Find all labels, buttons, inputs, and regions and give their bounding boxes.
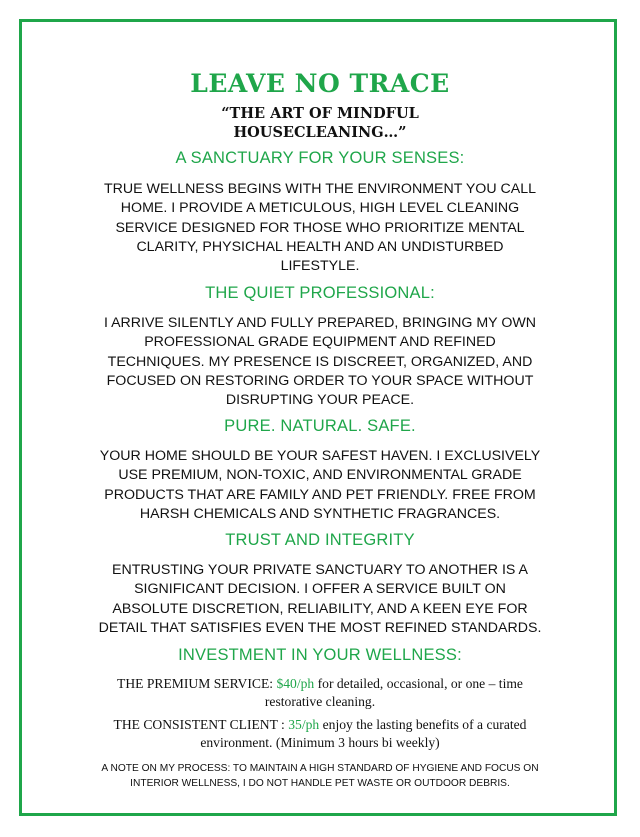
- premium-desc-cont: restorative cleaning.: [264, 694, 376, 709]
- body-line: USE PREMIUM, NON-TOXIC, AND ENVIRONMENTAL GRADE: [118, 467, 522, 484]
- body-line: ABSOLUTE DISCRETION, RELIABILITY, AND A KEEN EYE FOR: [112, 600, 528, 617]
- consistent-line: [60, 716, 580, 734]
- consistent-label: THE CONSISTENT CLIENT :: [113, 717, 285, 732]
- premium-service-price: [60, 675, 580, 711]
- body-line: ENTRUSTING YOUR PRIVATE SANCTUARY TO ANOTHER IS A: [112, 562, 528, 578]
- body-line: CLARITY, PHYSICHAL HEALTH AND AN UNDISTURBED: [136, 238, 504, 255]
- section-heading-pure-natural-safe: PURE. NATURAL. SAFE.: [224, 417, 416, 435]
- body-line: PRODUCTS THAT ARE FAMILY AND PET FRIENDLY. FREE FROM: [104, 486, 536, 503]
- subtitle-line: HOUSECLEANING…”: [233, 124, 407, 141]
- page-subtitle: [0, 104, 640, 142]
- section-body-pure-natural-safe: [60, 447, 580, 524]
- section-heading-quiet-professional: THE QUIET PROFESSIONAL:: [205, 284, 435, 302]
- process-note: [60, 761, 580, 791]
- body-line: PROFESSIONAL GRADE EQUIPMENT AND REFINED: [144, 334, 496, 351]
- body-line: DETAIL THAT SATISFIES EVEN THE MOST REFINED STANDARDS.: [98, 619, 542, 636]
- note-line: INTERIOR WELLNESS, I DO NOT HANDLE PET WASTE OR OUTDOOR DEBRIS.: [130, 778, 510, 789]
- body-line: TECHNIQUES. MY PRESENCE IS DISCREET, ORGANIZED, AND: [107, 353, 533, 370]
- body-line: HOME. I PROVIDE A METICULOUS, HIGH LEVEL CLEANING: [120, 200, 520, 217]
- body-line: SERVICE DESIGNED FOR THOSE WHO PRIORITIZE MENTAL: [115, 219, 525, 236]
- consistent-desc-cont: environment. (Minimum 3 hours bi weekly): [200, 735, 440, 750]
- section-body-trust-integrity: [60, 561, 580, 638]
- section-body-sanctuary: [60, 180, 580, 276]
- body-line: HARSH CHEMICALS AND SYNTHETIC FRAGRANCES.: [139, 505, 501, 522]
- body-line: FOCUSED ON RESTORING ORDER TO YOUR SPACE WITHOUT: [106, 372, 534, 389]
- body-line: SIGNIFICANT DECISION. I OFFER A SERVICE BUILT ON: [134, 581, 506, 598]
- body-line: LIFESTYLE.: [280, 258, 360, 275]
- section-heading-investment: INVESTMENT IN YOUR WELLNESS:: [178, 646, 462, 664]
- body-line: TRUE WELLNESS BEGINS WITH THE ENVIRONMENT YOU CALL: [103, 181, 536, 197]
- section-heading-sanctuary: A SANCTUARY FOR YOUR SENSES:: [175, 149, 465, 167]
- consistent-rate: 35/ph: [288, 717, 320, 732]
- section-heading-trust-integrity: TRUST AND INTEGRITY: [225, 531, 415, 549]
- premium-label: THE PREMIUM SERVICE:: [117, 676, 274, 691]
- premium-line: [60, 675, 580, 693]
- premium-desc: for detailed, occasional, or one – time: [317, 676, 523, 691]
- page-title: LEAVE NO TRACE: [190, 69, 450, 98]
- note-line: A NOTE ON MY PROCESS: TO MAINTAIN A HIGH STANDARD OF HYGIENE AND FOCUS ON: [101, 763, 539, 774]
- premium-rate: $40/ph: [276, 676, 315, 691]
- body-line: DISRUPTING YOUR PEACE.: [225, 392, 415, 409]
- section-body-quiet-professional: [60, 314, 580, 410]
- consistent-client-price: [60, 716, 580, 752]
- body-line: YOUR HOME SHOULD BE YOUR SAFEST HAVEN. I EXCLUSIVELY: [99, 448, 541, 464]
- consistent-desc: enjoy the lasting benefits of a curated: [322, 717, 527, 732]
- subtitle-line: “THE ART OF MINDFUL: [221, 105, 419, 122]
- body-line: I ARRIVE SILENTLY AND FULLY PREPARED, BRINGING MY OWN: [103, 315, 537, 331]
